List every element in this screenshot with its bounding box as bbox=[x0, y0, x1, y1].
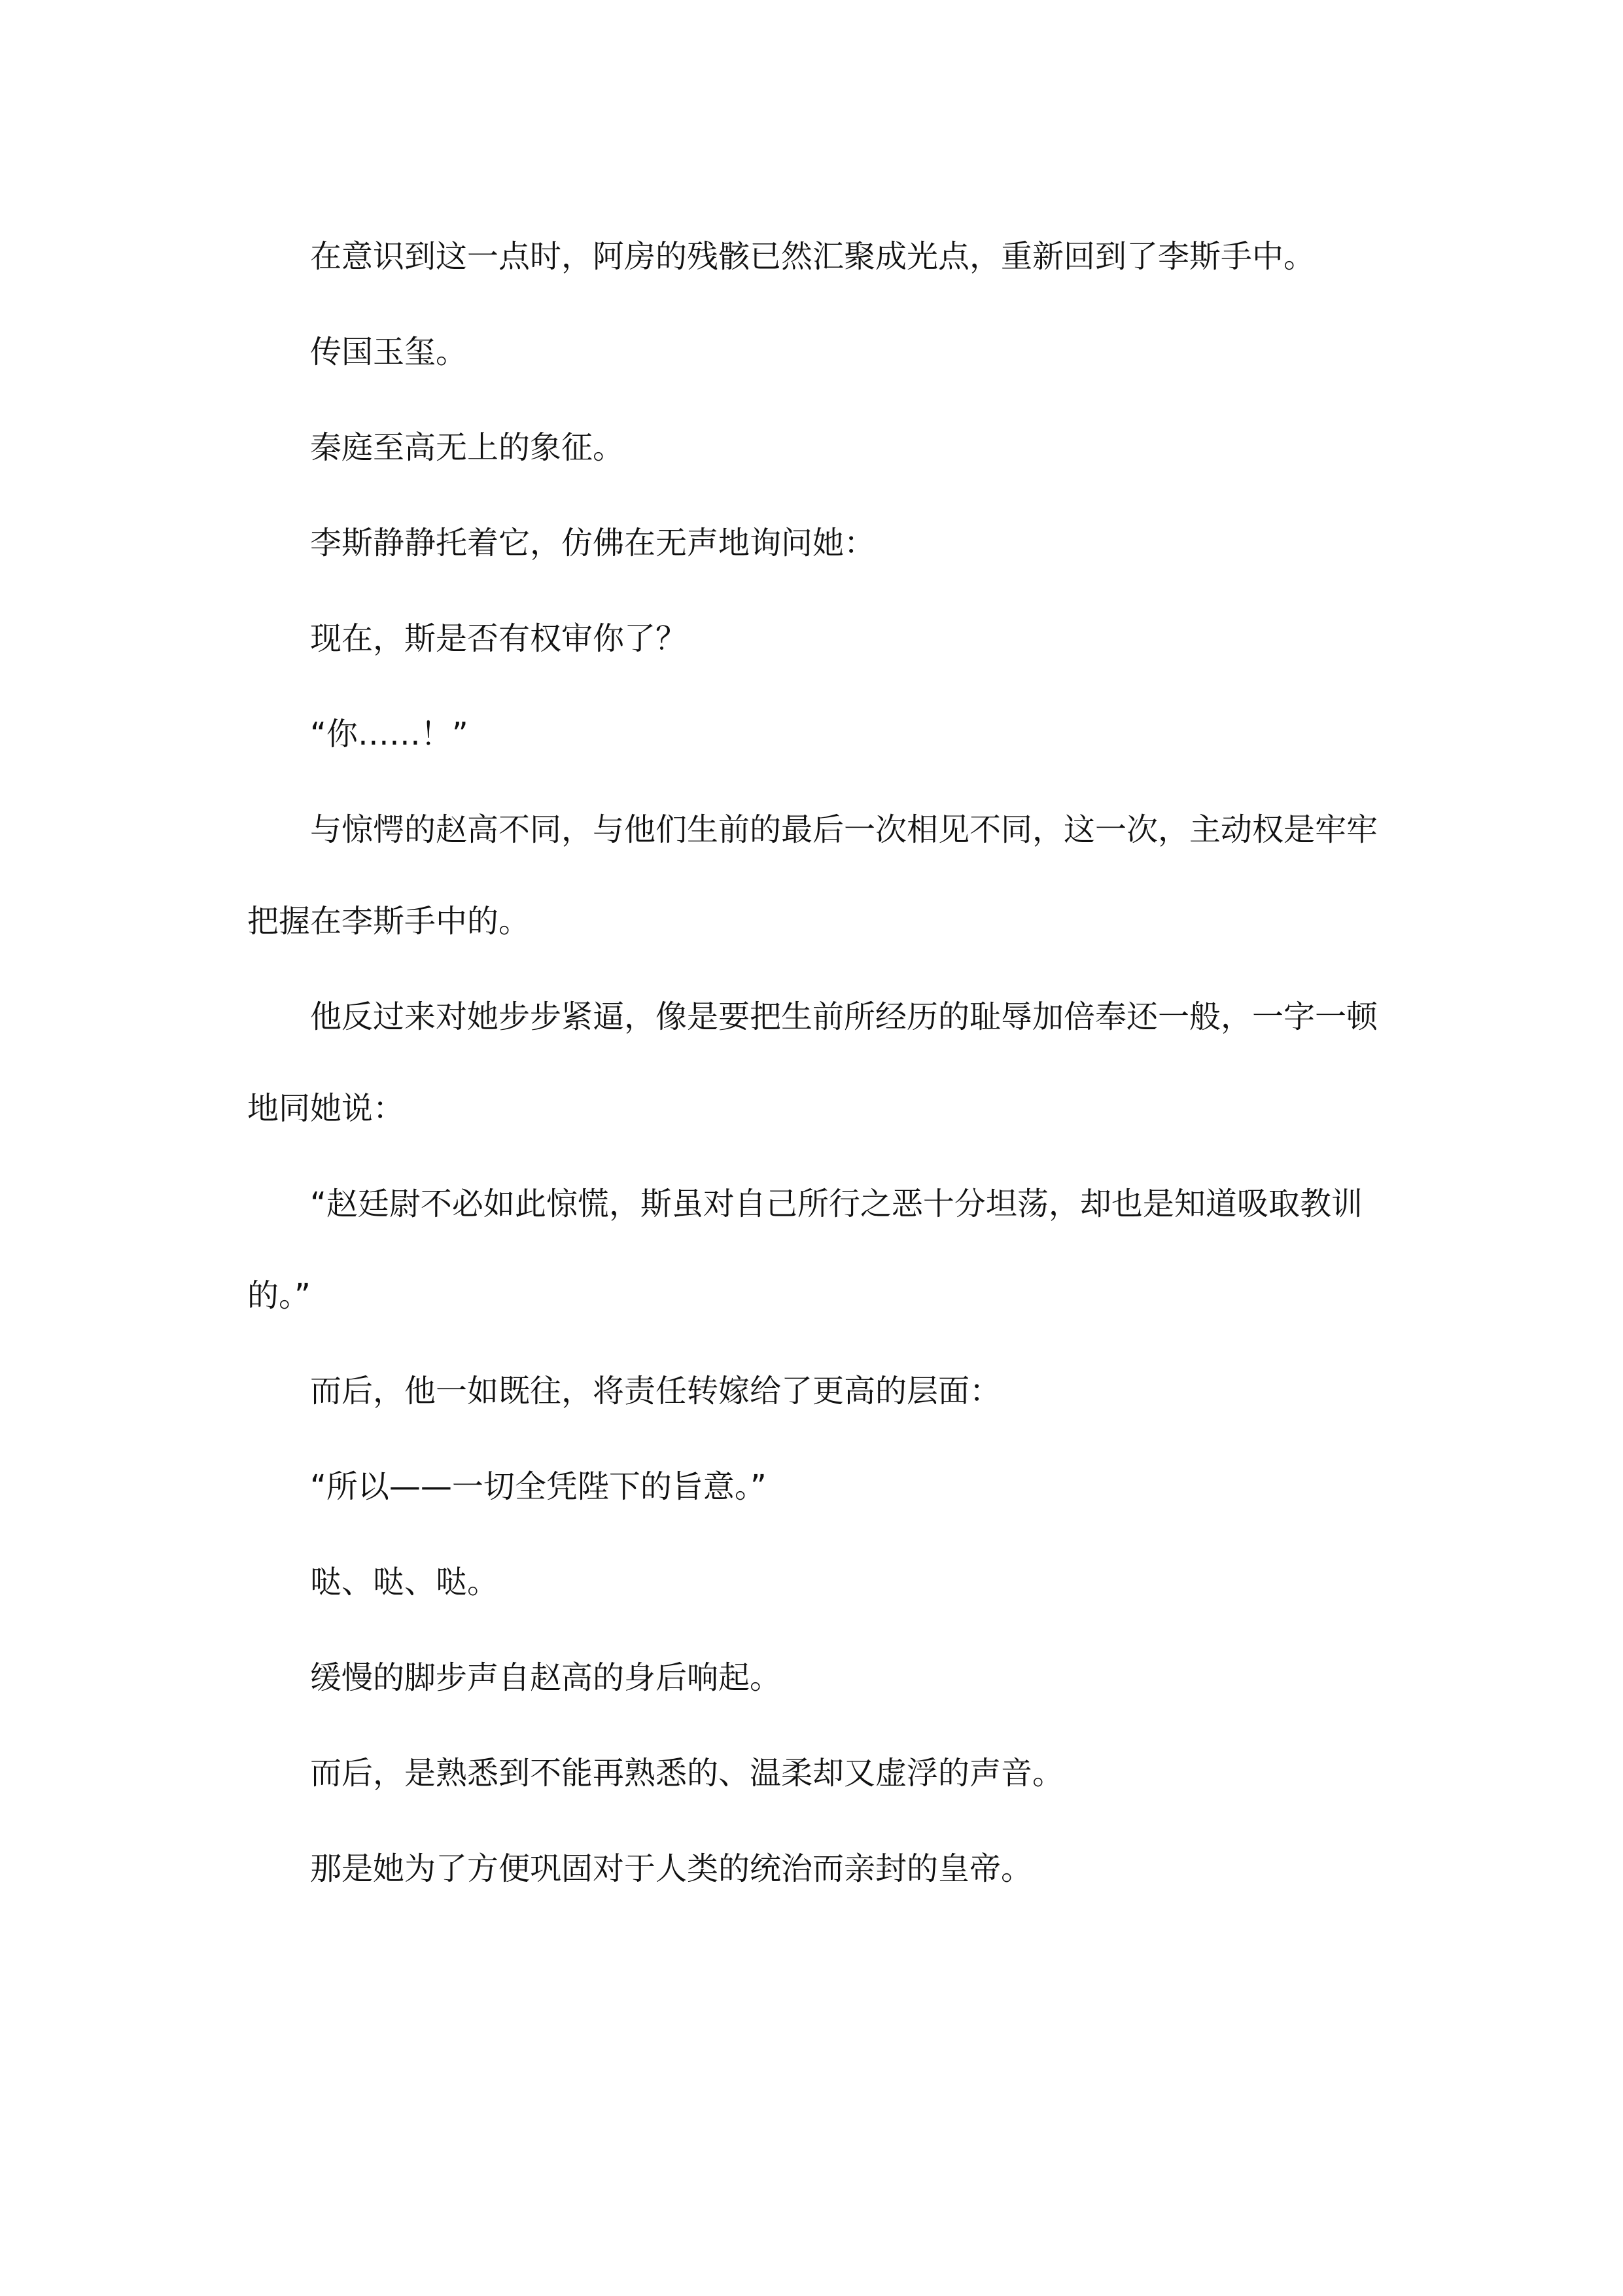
paragraph: 缓慢的脚步声自赵高的身后响起。 bbox=[310, 1659, 782, 1696]
paragraph: 与惊愕的赵高不同，与他们生前的最后一次相见不同，这一次，主动权是牢牢把握在李斯手中的。 bbox=[247, 811, 1378, 940]
paragraph: 那是她为了方便巩固对于人类的统治而亲封的皇帝。 bbox=[310, 1850, 1033, 1887]
paragraph: “赵廷尉不必如此惊慌，斯虽对自己所行之恶十分坦荡，却也是知道吸取教训的。” bbox=[247, 1186, 1363, 1314]
paragraph: 李斯静静托着它，仿佛在无声地询问她： bbox=[310, 525, 876, 561]
document-body bbox=[247, 211, 1386, 1918]
paragraph: 传国玉玺。 bbox=[310, 334, 468, 370]
paragraph: 他反过来对她步步紧逼，像是要把生前所经历的耻辱加倍奉还一般，一字一顿地同她说： bbox=[247, 998, 1378, 1127]
paragraph: 而后，他一如既往，将责任转嫁给了更高的层面： bbox=[310, 1373, 1002, 1409]
paragraph: “你……！” bbox=[310, 716, 468, 752]
paragraph: “所以——一切全凭陛下的旨意。” bbox=[310, 1468, 767, 1505]
paragraph: 哒、哒、哒。 bbox=[310, 1564, 499, 1600]
paragraph: 秦庭至高无上的象征。 bbox=[310, 429, 625, 466]
paragraph: 现在，斯是否有权审你了？ bbox=[310, 620, 688, 657]
paragraph: 在意识到这一点时，阿房的残骸已然汇聚成光点，重新回到了李斯手中。 bbox=[310, 238, 1316, 275]
paragraph: 而后，是熟悉到不能再熟悉的、温柔却又虚浮的声音。 bbox=[310, 1755, 1064, 1792]
